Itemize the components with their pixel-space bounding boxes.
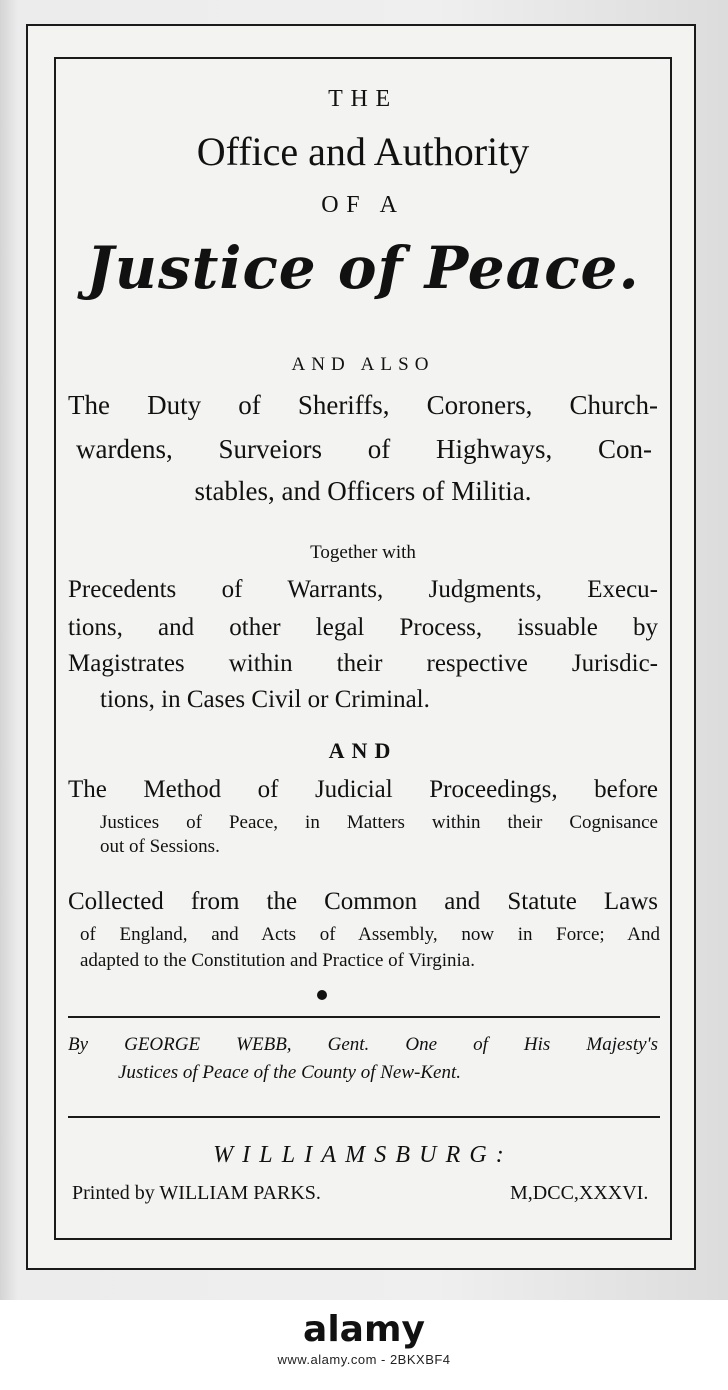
image-id-text: www.alamy.com - 2BKXBF4 [277,1352,451,1367]
title-office-authority: Office and Authority [196,129,530,174]
collected-line-2: of England, and Acts of Assembly, now in Force; And [80,924,660,945]
heading-and-also: AND ALSO [291,354,435,375]
method-line-2: Justices of Peace, in Matters within their Cognisance [100,812,658,833]
collected-line-3: adapted to the Constitution and Practice of Virginia. [80,950,475,971]
precedents-line-4: tions, in Cases Civil or Criminal. [100,686,430,713]
rule-above-imprint [68,1116,660,1118]
title-of-a: OF A [321,192,405,218]
author-line-2: Justices of Peace of the County of New-Kent. [118,1062,461,1083]
method-line-1: The Method of Judicial Proceedings, before [68,776,658,803]
imprint-year: M,DCC,XXXVI. [510,1182,649,1204]
duties-line-1: The Duty of Sheriffs, Coroners, Church- [68,390,658,420]
alamy-logo: alamy [303,1309,425,1350]
precedents-line-3: Magistrates within their respective Jurisdic- [68,650,658,677]
ornament-dot [317,990,327,1000]
collected-line-1: Collected from the Common and Statute Laws [68,888,658,915]
author-line-1: By GEORGE WEBB, Gent. One of His Majesty's [68,1034,658,1055]
title-justice-of-peace: Justice of Peace. [86,234,640,302]
duties-line-3: stables, and Officers of Militia. [194,476,532,506]
precedents-line-2: tions, and other legal Process, issuable by [68,614,658,641]
rule-above-author [68,1016,660,1018]
duties-line-2: wardens, Surveiors of Highways, Con- [76,434,652,464]
imprint-printer: Printed by WILLIAM PARKS. [72,1182,321,1204]
heading-together-with: Together with [310,542,416,563]
method-line-3: out of Sessions. [100,836,220,857]
title-the: THE [328,86,398,112]
heading-and: AND [328,738,398,763]
imprint-place: WILLIAMSBURG: [213,1142,513,1168]
precedents-line-1: Precedents of Warrants, Judgments, Execu- [68,576,658,603]
